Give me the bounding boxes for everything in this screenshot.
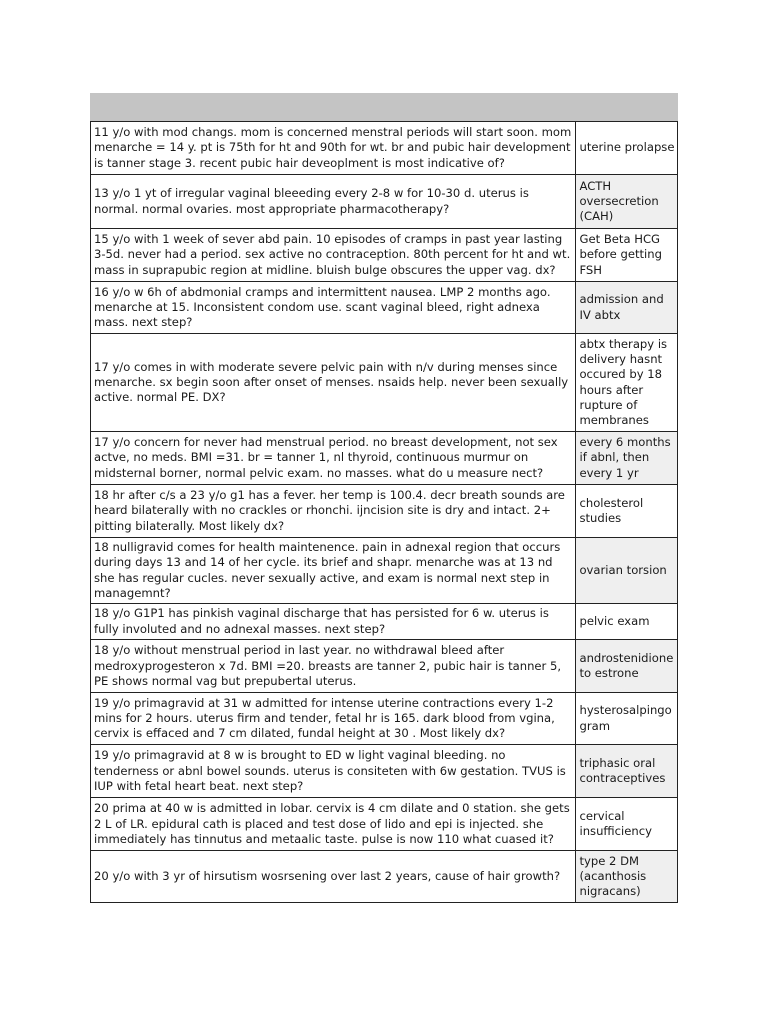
question-cell: 15 y/o with 1 week of sever abd pain. 10 episodes of cramps in past year lasting 3-5d. never had a period. sex active no contraception. 80th percent for ht and wt. mass in suprapubic region at midline. bluish bulge obscures the upper vag. dx?: [91, 229, 576, 282]
question-answer-table: [90, 121, 678, 903]
table-row: [91, 745, 678, 798]
table-row: [91, 851, 678, 903]
table-row: [91, 229, 678, 282]
answer-cell: every 6 months if abnl, then every 1 yr: [576, 432, 678, 485]
table-row: [91, 282, 678, 334]
question-cell: 13 y/o 1 yt of irregular vaginal bleeeding every 2-8 w for 10-30 d. uterus is normal. normal ovaries. most appropriate pharmacotherapy?: [91, 175, 576, 229]
table-row: [91, 640, 678, 693]
question-cell: 19 y/o primagravid at 31 w admitted for intense uterine contractions every 1-2 mins for 2 hours. uterus firm and tender, fetal hr is 165. dark blood from vgina, cervix is effaced and 7 cm dilated, fundal height at 30 . Most likely dx?: [91, 693, 576, 745]
answer-cell: admission and IV abtx: [576, 282, 678, 334]
question-cell: 18 nulligravid comes for health maintenence. pain in adnexal region that occurs during days 13 and 14 of her cycle. its brief and shapr. menarche was at 13 nd she has regular cucles. never sexually active, and exam is normal next step in managemnt?: [91, 538, 576, 604]
table-header-band: [90, 93, 678, 121]
answer-cell: androstenidione to estrone: [576, 640, 678, 693]
question-cell: 17 y/o concern for never had menstrual period. no breast development, not sex actve, no meds. BMI =31. br = tanner 1, nl thyroid, continuous murmur on midsternal borner, normal pelvic exam. no masses. what do u measure nect?: [91, 432, 576, 485]
answer-cell: hysterosalpingogram: [576, 693, 678, 745]
question-cell: 11 y/o with mod changs. mom is concerned menstral periods will start soon. mom menarche = 14 y. pt is 75th for ht and 90th for wt. br and pubic hair development is tanner stage 3. recent pubic hair deveoplment is most indicative of?: [91, 122, 576, 175]
table-row: [91, 693, 678, 745]
answer-cell: cervical insufficiency: [576, 798, 678, 851]
answer-cell: type 2 DM (acanthosis nigracans): [576, 851, 678, 903]
answer-cell: ovarian torsion: [576, 538, 678, 604]
answer-cell: abtx therapy is delivery hasnt occured by 18 hours after rupture of membranes: [576, 334, 678, 432]
question-cell: 18 y/o without menstrual period in last year. no withdrawal bleed after medroxyprogesteron x 7d. BMI =20. breasts are tanner 2, pubic hair is tanner 5, PE shows normal vag but prepubertal uterus.: [91, 640, 576, 693]
answer-cell: ACTH oversecretion (CAH): [576, 175, 678, 229]
answer-cell: Get Beta HCG before getting FSH: [576, 229, 678, 282]
question-cell: 17 y/o comes in with moderate severe pelvic pain with n/v during menses since menarche. sx begin soon after onset of menses. nsaids help. never been sexually active. normal PE. DX?: [91, 334, 576, 432]
table-body: [91, 122, 678, 903]
table-row: [91, 122, 678, 175]
table-row: [91, 432, 678, 485]
table-row: [91, 538, 678, 604]
answer-cell: pelvic exam: [576, 604, 678, 640]
answer-cell: uterine prolapse: [576, 122, 678, 175]
table-row: [91, 604, 678, 640]
question-cell: 18 hr after c/s a 23 y/o g1 has a fever. her temp is 100.4. decr breath sounds are heard bilaterally with no crackles or rhonchi. ijncision site is dry and intact. 2+ pitting bilaterally. Most likely dx?: [91, 485, 576, 538]
question-cell: 16 y/o w 6h of abdmonial cramps and intermittent nausea. LMP 2 months ago. menarche at 15. Inconsistent condom use. scant vaginal bleed, right adnexa mass. next step?: [91, 282, 576, 334]
table-row: [91, 334, 678, 432]
question-cell: 20 y/o with 3 yr of hirsutism wosrsening over last 2 years, cause of hair growth?: [91, 851, 576, 903]
question-cell: 18 y/o G1P1 has pinkish vaginal discharge that has persisted for 6 w. uterus is fully involuted and no adnexal masses. next step?: [91, 604, 576, 640]
answer-cell: cholesterol studies: [576, 485, 678, 538]
flashcard-sheet: [90, 93, 678, 903]
table-row: [91, 798, 678, 851]
question-cell: 20 prima at 40 w is admitted in lobar. cervix is 4 cm dilate and 0 station. she gets 2 L of LR. epidural cath is placed and test dose of lido and epi is injected. she immediately has tinnutus and metaalic taste. pulse is now 110 what cuased it?: [91, 798, 576, 851]
question-cell: 19 y/o primagravid at 8 w is brought to ED w light vaginal bleeding. no tenderness or abnl bowel sounds. uterus is consiteten with 6w gestation. TVUS is IUP with fetal heart beat. next step?: [91, 745, 576, 798]
table-row: [91, 485, 678, 538]
answer-cell: triphasic oral contraceptives: [576, 745, 678, 798]
table-row: [91, 175, 678, 229]
